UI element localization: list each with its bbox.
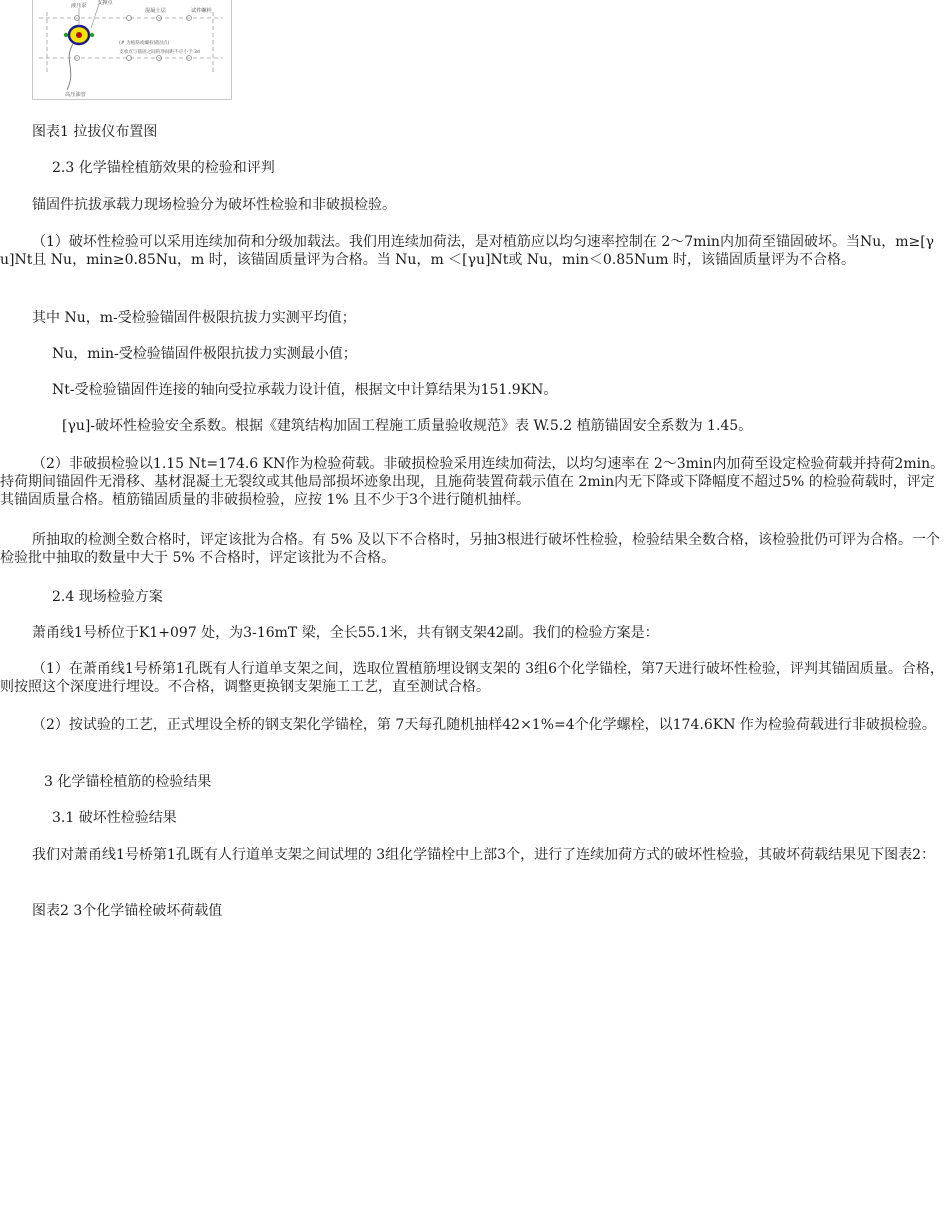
- paragraph: （1）在萧甬线1号桥第1孔既有人行道单支架之间，选取位置植筋埋设钢支架的 3组6个化学锚栓，第7天进行破坏性检验，评判其锚固质量。合格，则按照这个深度进行埋设。不合格，调整更换钢支架施工工艺，直至测试合格。: [0, 661, 944, 695]
- label-oil-hose: 高压油管: [65, 92, 86, 98]
- section-title: 破坏性检验结果: [78, 810, 177, 826]
- section-number: 2.4: [52, 589, 75, 605]
- paragraph: （2）非破损检验以1.15 Nt=174.6 KN作为检验荷载。非破损检验采用连续加荷法，以均匀速率在 2～3min内加荷至设定检验荷载并持荷2min。持荷期间锚固件无滑移、基材混凝土无裂纹或其他局部损坏迹象出现，且施荷装置荷载示值在 2min内无下降或下降幅度不超过5% 的检验荷载时，评定其锚固质量合格。植筋锚固质量的非破损检验，应按 1% 且不少于3个进行随机抽样。: [0, 456, 945, 508]
- figure1-caption: 图表1 拉拔仪布置图: [32, 124, 158, 140]
- pullout-layout-figure: [32, 0, 232, 100]
- paragraph: 锚固件抗拔承载力现场检验分为破坏性检验和非破损检验。: [32, 197, 396, 213]
- section-title: 化学锚栓植筋效果的检验和评判: [78, 160, 275, 176]
- pullout-diagram: [33, 0, 231, 99]
- section-3-1-heading: [52, 809, 932, 827]
- paragraph: [γu]-破坏性检验安全系数。根据《建筑结构加固工程施工质量验收规范》表 W.5.2 植筋锚固安全系数为 1.45。: [62, 418, 753, 434]
- section-title: 化学锚栓植筋的检验结果: [57, 774, 212, 790]
- label-concrete-layer: 混凝土层: [145, 8, 166, 14]
- jack-center: [76, 32, 82, 38]
- section-2-3-heading: [52, 159, 932, 177]
- section-2-4-heading: [52, 588, 932, 606]
- paragraph: Nt-受检验锚固件连接的轴向受拉承载力设计值，根据文中计算结果为151.9KN。: [52, 382, 558, 398]
- section-number: 2.3: [52, 160, 75, 176]
- label-hydraulic-pump: 液压泵: [71, 3, 87, 9]
- oil-hose: [67, 44, 73, 90]
- label-note-anchor: (# 为植筋或螺栓锚固点): [119, 41, 170, 46]
- label-note-spacing: 支承点与锚固之间的净间距不应小于 3d: [119, 50, 200, 55]
- support-left: [64, 33, 68, 37]
- paragraph: （2）按试验的工艺，正式埋设全桥的钢支架化学锚栓，第 7天每孔随机抽样42×1%=4个化学螺栓，以174.6KN 作为检验荷载进行非破损检验。: [32, 717, 936, 733]
- section-number: 3.1: [52, 810, 75, 826]
- paragraph: 萧甬线1号桥位于K1+097 处，为3-16mT 梁，全长55.1米，共有钢支架42副。我们的检验方案是：: [32, 625, 659, 641]
- section-3-heading: [44, 773, 924, 791]
- label-test-bolt: 试件螺栓: [191, 8, 212, 14]
- paragraph: （1）破坏性检验可以采用连续加荷和分级加载法。我们用连续加荷法，是对植筋应以均匀速率控制在 2～7min内加荷至锚固破坏。当Nu，m≥[γu]Nt且 Nu，min≥0.85Nu，m 时，该锚固质量评为合格。当 Nu，m ＜[γu]Nt或 Nu，min＜0.85Num 时，该锚固质量评为不合格。: [0, 234, 935, 268]
- paragraph: Nu，min-受检验锚固件极限抗拔力实测最小值；: [52, 346, 357, 362]
- paragraph: 其中 Nu，m-受检验锚固件极限抗拔力实测平均值；: [32, 310, 356, 326]
- paragraph: 所抽取的检测全数合格时，评定该批为合格。有 5% 及以下不合格时，另抽3根进行破坏性检验，检验结果全数合格，该检验批仍可评为合格。一个检验批中抽取的数量中大于 5% 不合格时，评定该批为不合格。: [0, 532, 941, 566]
- section-title: 现场检验方案: [78, 589, 163, 605]
- support-right: [90, 33, 94, 37]
- figure2-caption: 图表2 3个化学锚栓破坏荷载值: [32, 903, 223, 919]
- label-support-point: 支撑点: [97, 0, 113, 6]
- paragraph: 我们对萧甬线1号桥第1孔既有人行道单支架之间试埋的 3组化学锚栓中上部3个，进行了连续加荷方式的破坏性检验，其破坏荷载结果见下图表2：: [32, 847, 935, 863]
- section-number: 3: [44, 774, 53, 790]
